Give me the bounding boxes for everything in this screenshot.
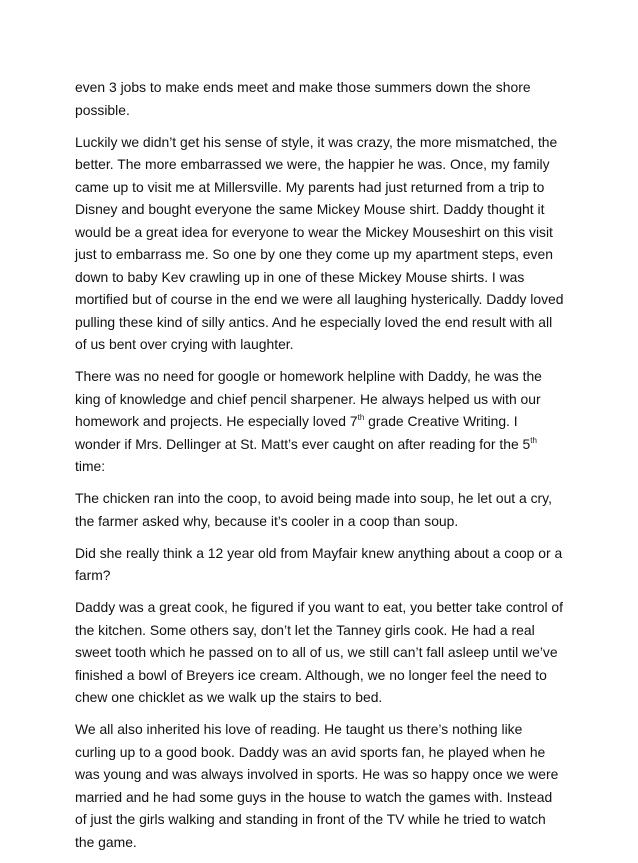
paragraph-3-part-2: grade Creative Writing. I wonder if Mrs. Dellinger at St. Matt’s ever caught on after reading for the 5 [75, 413, 531, 452]
paragraph-4: The chicken ran into the coop, to avoid being made into soup, he let out a cry, the farmer asked why, because it’s cooler in a coop than soup. [75, 490, 552, 529]
paragraph-3-part-3: time: [75, 458, 106, 474]
paragraph-2: Luckily we didn’t get his sense of style, it was crazy, the more mismatched, the better. The more embarrassed we were, the happier he was. Once, my family came up to visit me at Millersville. My parents had just returned from a trip to Disney and bought everyone the same Mickey Mouse shirt. Daddy thought it would be a great idea for everyone to wear the Mickey Mouseshirt on this visit just to embarrass me. So one by one they come up my apartment steps, even down to baby Kev crawling up in one of these Mickey Mouse shirts. I was mortified but of course in the end we were all laughing hysterically. Daddy loved pulling these kind of silly antics. And he especially loved the end result with all of us bent over crying with laughter. [75, 133, 564, 352]
paragraph-5: Did she really think a 12 year old from Mayfair knew anything about a coop or a farm? [75, 544, 563, 583]
paragraph-6: Daddy was a great cook, he figured if you want to eat, you better take control of the kitchen. Some others say, don’t let the Tanney girls cook. He had a real sweet tooth which he passed on to all of us, we still can’t fall asleep until we’ve finished a bowl of Breyers ice cream. Although, we no longer feel the need to chew one chicklet as we walk up the stairs to bed. [75, 599, 563, 705]
paragraph-1: even 3 jobs to make ends meet and make those summers down the shore possible. [75, 79, 531, 118]
paragraph-7: We all also inherited his love of reading. He taught us there’s nothing like curling up to a good book. Daddy was an avid sports fan, he played when he was young and was always involved in sports. He was so happy once we were married and he had some guys in the house to watch the games with. Instead of just the girls walking and standing in front of the TV while he tried to watch the game. [75, 721, 559, 850]
ordinal-superscript: th [357, 413, 365, 422]
document-body [75, 76, 565, 863]
paragraph-3 [75, 365, 565, 478]
paragraph-3-part-1: There was no need for google or homework helpline with Daddy, he was the king of knowledge and chief pencil sharpener. He always helped us with our homework and projects. He especially loved 7 [75, 368, 542, 429]
ordinal-superscript: th [530, 435, 537, 445]
